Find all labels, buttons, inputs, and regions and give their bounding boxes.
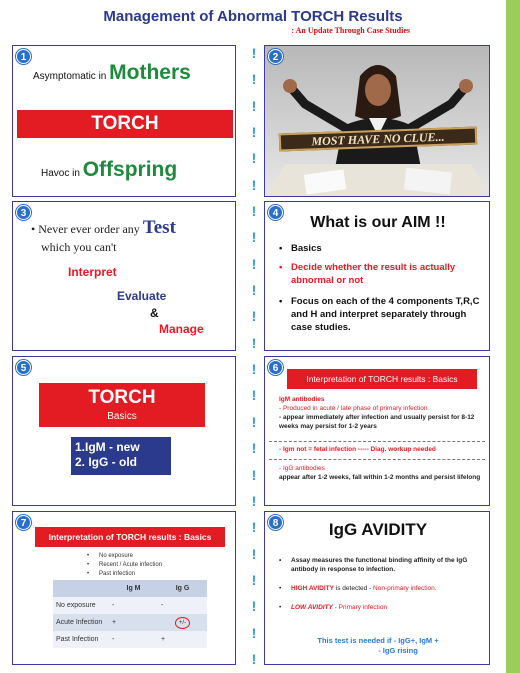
ig-interpretation-table bbox=[53, 580, 207, 648]
igm-note: - Igm not = fetal infection ----- Diag. workup needed bbox=[279, 446, 436, 453]
divider bbox=[269, 441, 485, 442]
circled-value: +/- bbox=[175, 617, 190, 629]
panel-number-badge: 5 bbox=[16, 360, 31, 375]
igm-section: IgM antibodies - Produced in acute / late phase of primary infection - appear immediately after infection and usually persist for 8-12 weeks may persist for 1-2 years bbox=[279, 396, 475, 430]
order-test-line: • Never ever order any Test bbox=[31, 217, 176, 238]
avidity-bullet-high: • HIGH AVIDITY is detected - Non-primary infection. bbox=[279, 584, 485, 593]
panel-2 bbox=[264, 45, 490, 197]
exposure-bullets bbox=[87, 552, 162, 579]
confused-woman-photo bbox=[265, 46, 490, 197]
table-row: No exposure - - bbox=[53, 597, 207, 614]
word-interpret: Interpret bbox=[68, 265, 117, 279]
igg-section: - IgG antibodies appear after 1-2 weeks, fall within 1-2 months and persist lifelong bbox=[279, 465, 481, 481]
column-separator: ! ! ! ! ! ! ! ! ! ! ! ! ! ! ! ! ! ! ! ! ! ! ! ! bbox=[251, 45, 257, 667]
panel-number-badge: 2 bbox=[268, 49, 283, 64]
avidity-bullet-assay: • Assay measures the functional binding affinity of the IgG antibody in response to infection. bbox=[279, 556, 485, 574]
panel-1 bbox=[12, 45, 236, 197]
panel-6 bbox=[264, 356, 490, 506]
panel-7 bbox=[12, 511, 236, 665]
avidity-title: IgG AVIDITY bbox=[328, 520, 428, 539]
panel-number-badge: 7 bbox=[16, 515, 31, 530]
panel-number-badge: 1 bbox=[16, 49, 31, 64]
page-subtitle: : An Update Through Case Studies bbox=[291, 26, 410, 35]
panel-5 bbox=[12, 356, 236, 506]
avidity-note: This test is needed if - IgG+, IgM + - IgG rising bbox=[317, 636, 439, 655]
interpretation-banner: Interpretation of TORCH results : Basics bbox=[287, 369, 477, 389]
avidity-bullets bbox=[279, 556, 485, 612]
aim-title: What is our AIM !! bbox=[310, 214, 446, 231]
table-row: Past Infection - + bbox=[53, 631, 207, 648]
word-evaluate: Evaluate bbox=[117, 289, 167, 303]
interpretation-banner: Interpretation of TORCH results : Basics bbox=[35, 527, 225, 547]
offspring-line: Havoc in Offspring bbox=[41, 158, 178, 181]
aim-bullet-focus: • Focus on each of the 4 components T,R,C and H and interpret separately through case studies. bbox=[279, 295, 483, 334]
aim-bullet-decide: • Decide whether the result is actually abnormal or not bbox=[279, 261, 483, 287]
page-title: Management of Abnormal TORCH Results bbox=[103, 8, 403, 25]
panel-number-badge: 8 bbox=[268, 515, 283, 530]
panel-number-badge: 3 bbox=[16, 205, 31, 220]
panel-3 bbox=[12, 201, 236, 351]
aim-bullets bbox=[279, 242, 483, 334]
table-header-row: Ig M Ig G bbox=[53, 580, 207, 597]
panel-4 bbox=[264, 201, 490, 351]
panel-number-badge: 4 bbox=[268, 205, 283, 220]
divider bbox=[269, 459, 485, 460]
word-manage: Manage bbox=[159, 322, 204, 336]
right-green-stripe bbox=[506, 0, 520, 673]
aim-bullet-basics: • Basics bbox=[279, 242, 483, 255]
panel-number-badge: 6 bbox=[268, 360, 283, 375]
cant-line: which you can't bbox=[41, 240, 117, 254]
mothers-line: Asymptomatic in Mothers bbox=[33, 61, 191, 84]
bullet-past-infection: • Past infection bbox=[87, 570, 162, 579]
torch-banner: TORCH bbox=[17, 110, 233, 138]
table-row: Acute Infection + +/- bbox=[53, 614, 207, 631]
bullet-no-exposure: • No exposure bbox=[87, 552, 162, 561]
bullet-recent-acute: • Recent / Acute infection bbox=[87, 561, 162, 570]
avidity-bullet-low: • LOW AVIDITY - Primary infection bbox=[279, 603, 485, 612]
torch-basics-banner: TORCH Basics bbox=[39, 383, 205, 427]
ig-types-box: 1.IgM - new 2. IgG - old bbox=[71, 437, 171, 475]
no-clue-caption: MOST HAVE NO CLUE... bbox=[279, 127, 478, 152]
panel-8 bbox=[264, 511, 490, 665]
ampersand: & bbox=[150, 306, 159, 320]
